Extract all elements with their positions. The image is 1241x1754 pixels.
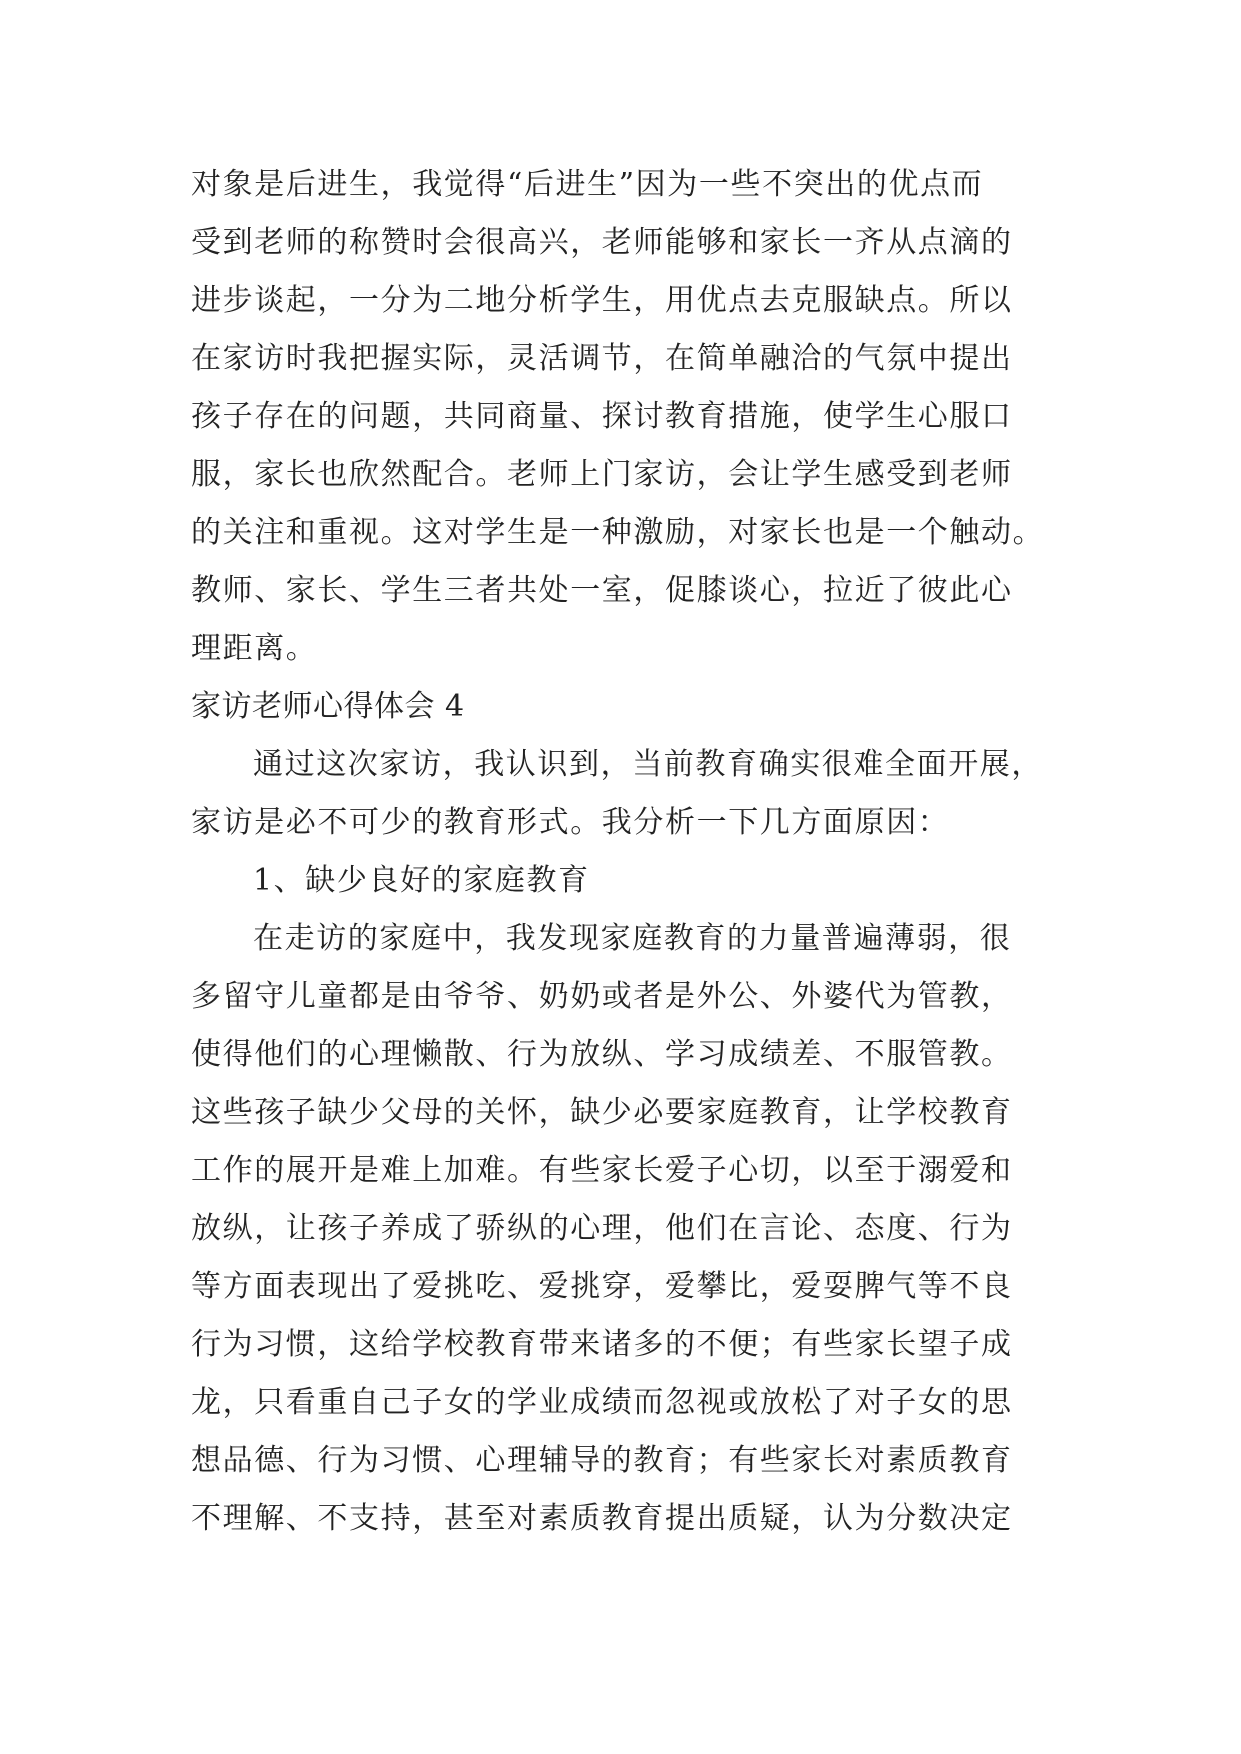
text-line: 对象是后进生，我觉得“后进生”因为一些不突出的优点而 bbox=[191, 167, 984, 202]
text-line: 工作的展开是难上加难。有些家长爱子心切，以至于溺爱和 bbox=[191, 1153, 1013, 1188]
text-line: 放纵，让孩子养成了骄纵的心理，他们在言论、态度、行为 bbox=[191, 1211, 1013, 1246]
text-line: 龙，只看重自己子女的学业成绩而忽视或放松了对子女的思 bbox=[191, 1385, 1013, 1420]
text-line: 这些孩子缺少父母的关怀，缺少必要家庭教育，让学校教育 bbox=[191, 1095, 1013, 1130]
text-line: 家访是必不可少的教育形式。我分析一下几方面原因： bbox=[191, 805, 950, 840]
text-line: 通过这次家访，我认识到，当前教育确实很难全面开展， bbox=[253, 747, 1043, 782]
text-line: 理距离。 bbox=[191, 631, 318, 666]
text-line: 等方面表现出了爱挑吃、爱挑穿，爱攀比，爱耍脾气等不良 bbox=[191, 1269, 1013, 1304]
text-line: 不理解、不支持，甚至对素质教育提出质疑，认为分数决定 bbox=[191, 1501, 1013, 1536]
text-line: 教师、家长、学生三者共处一室，促膝谈心，拉近了彼此心 bbox=[191, 573, 1013, 608]
text-line: 受到老师的称赞时会很高兴，老师能够和家长一齐从点滴的 bbox=[191, 225, 1013, 260]
text-line: 想品德、行为习惯、心理辅导的教育；有些家长对素质教育 bbox=[191, 1443, 1013, 1478]
text-line: 在家访时我把握实际，灵活调节，在简单融洽的气氛中提出 bbox=[191, 341, 1013, 376]
subheading: 1、缺少良好的家庭教育 bbox=[253, 863, 590, 898]
text-line: 进步谈起，一分为二地分析学生，用优点去克服缺点。所以 bbox=[191, 283, 1013, 318]
text-line: 服，家长也欣然配合。老师上门家访，会让学生感受到老师 bbox=[191, 457, 1013, 492]
text-line: 行为习惯，这给学校教育带来诸多的不便；有些家长望子成 bbox=[191, 1327, 1013, 1362]
text-line: 孩子存在的问题，共同商量、探讨教育措施，使学生心服口 bbox=[191, 399, 1013, 434]
section-heading: 家访老师心得体会 4 bbox=[191, 689, 465, 724]
text-line: 多留守儿童都是由爷爷、奶奶或者是外公、外婆代为管教， bbox=[191, 979, 1013, 1014]
text-line: 使得他们的心理懒散、行为放纵、学习成绩差、不服管教。 bbox=[191, 1037, 1013, 1072]
text-line: 在走访的家庭中，我发现家庭教育的力量普遍薄弱，很 bbox=[253, 921, 1012, 956]
text-line: 的关注和重视。这对学生是一种激励，对家长也是一个触动。 bbox=[191, 515, 1045, 550]
